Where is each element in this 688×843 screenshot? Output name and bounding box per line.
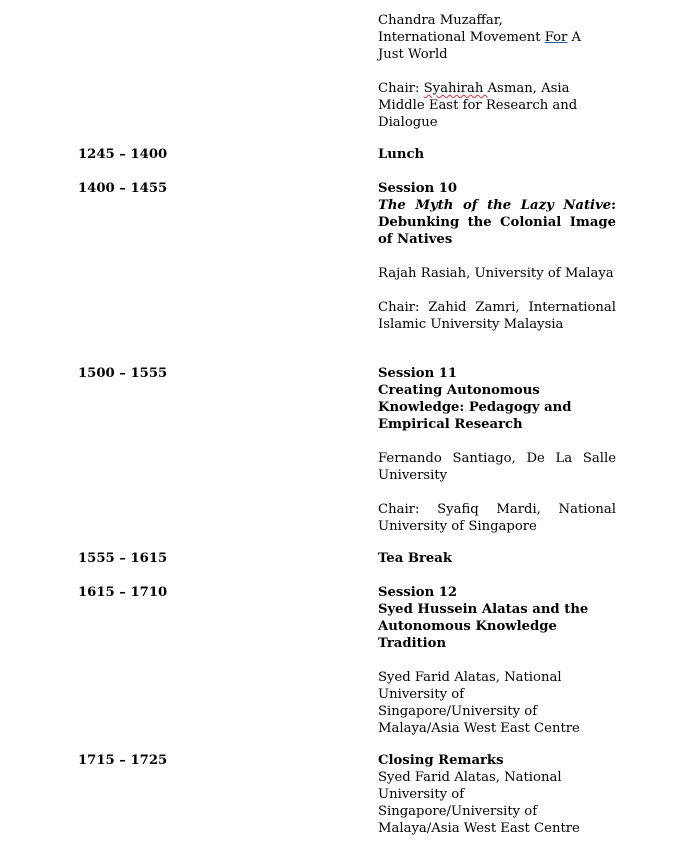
session-chair: Chair: Zahid Zamri, International Islamic University Malaysia xyxy=(378,300,616,332)
tea-break-label: Tea Break xyxy=(378,551,452,566)
speaker-line4: Malaya/Asia West East Centre xyxy=(378,721,580,736)
for-word-underlined: For xyxy=(544,30,568,45)
speaker-line4: Malaya/Asia West East Centre xyxy=(378,821,580,836)
time-slot: 1615 – 1710 xyxy=(78,585,168,600)
session-title-line1: Syed Hussein Alatas and the xyxy=(378,602,589,617)
speaker-line3: Singapore/University of xyxy=(378,704,538,719)
closing-remarks-label: Closing Remarks xyxy=(378,753,504,768)
speaker-organization-line2: Just World xyxy=(378,47,448,62)
speaker-line1: Syed Farid Alatas, National xyxy=(378,770,562,785)
speaker-line2: University of xyxy=(378,687,465,702)
session-title-line3: Empirical Research xyxy=(378,417,523,432)
lunch-label: Lunch xyxy=(378,147,425,162)
speaker-line1: Syed Farid Alatas, National xyxy=(378,670,562,685)
session-title-line2: Autonomous Knowledge xyxy=(378,619,557,634)
session-11 xyxy=(378,365,616,535)
session-title-line1: Creating Autonomous xyxy=(378,383,540,398)
closing-remarks xyxy=(378,752,616,837)
speaker-organization: International Movement For A xyxy=(378,30,582,45)
session-9-continuation xyxy=(378,12,616,131)
session-title-line2: Knowledge: Pedagogy and xyxy=(378,400,572,415)
session-12 xyxy=(378,584,616,737)
speaker-line2: University of xyxy=(378,787,465,802)
session-chair: Chair: Syafiq Mardi, National University of Singapore xyxy=(378,502,616,534)
spellcheck-flagged-word: Syahirah xyxy=(423,81,488,96)
time-slot: 1500 – 1555 xyxy=(78,366,168,381)
speaker: Fernando Santiago, De La Salle University xyxy=(378,451,616,483)
time-slot: 1245 – 1400 xyxy=(78,147,168,162)
speaker: Rajah Rasiah, University of Malaya xyxy=(378,266,614,281)
session-number: Session 11 xyxy=(378,366,458,381)
book-title: The Myth of the Lazy Native xyxy=(378,198,612,213)
session-chair-line2: Middle East for Research and xyxy=(378,98,578,113)
session-chair-line3: Dialogue xyxy=(378,115,438,130)
session-number: Session 12 xyxy=(378,585,458,600)
session-title-line3: Tradition xyxy=(378,636,447,651)
speaker-name: Chandra Muzaffar, xyxy=(378,13,503,28)
session-number: Session 10 xyxy=(378,181,458,196)
session-title: The Myth of the Lazy Native: Debunking the Colonial Image of Natives xyxy=(378,198,616,247)
time-slot: 1555 – 1615 xyxy=(78,551,168,566)
tea-break-row xyxy=(378,550,616,567)
session-10 xyxy=(378,180,616,333)
speaker-line3: Singapore/University of xyxy=(378,804,538,819)
time-slot: 1400 – 1455 xyxy=(78,181,168,196)
time-slot: 1715 – 1725 xyxy=(78,753,168,768)
lunch-row xyxy=(378,146,616,163)
session-chair: Chair: Syahirah Asman, Asia xyxy=(378,81,570,96)
